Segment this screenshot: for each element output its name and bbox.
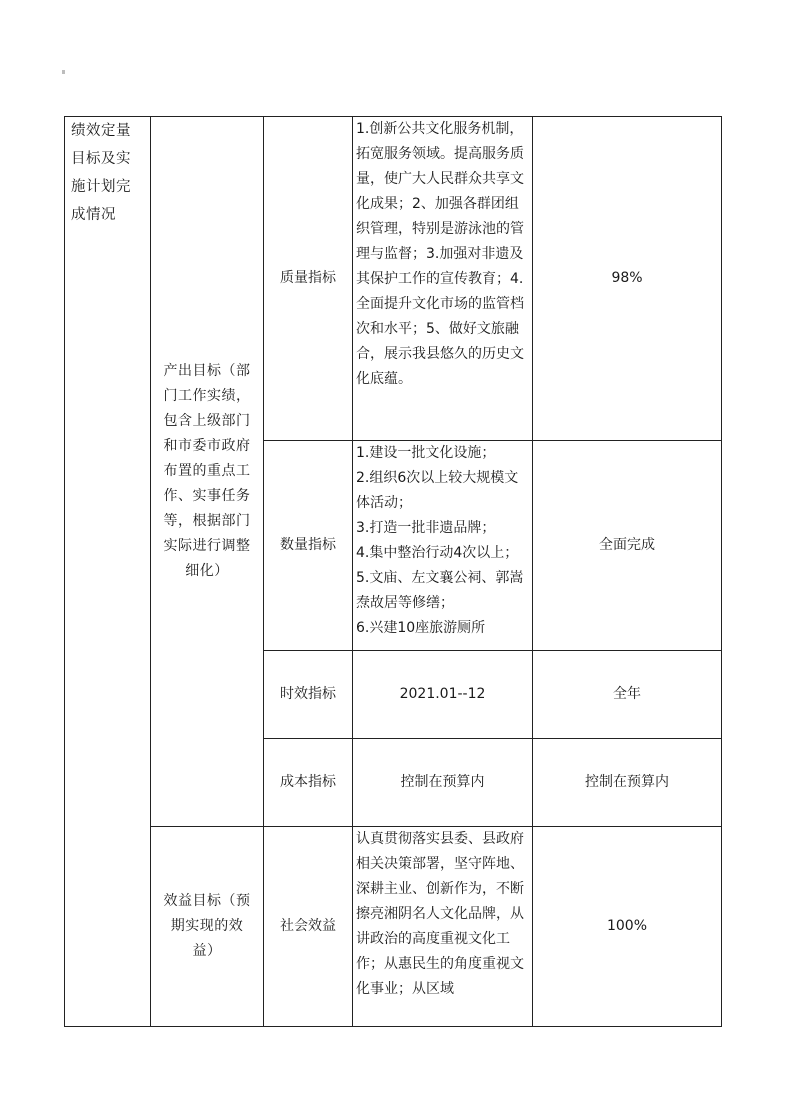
table-row-quality (65, 117, 722, 441)
indicator-cell (264, 827, 353, 1027)
content-cell (353, 651, 533, 739)
list-item: 1.建设一批文化设施； (356, 445, 496, 461)
performance-table (64, 116, 722, 1027)
result-cell (533, 827, 722, 1027)
list-item: 3.打造一批非遗品牌； (356, 520, 496, 536)
content-cell (353, 441, 533, 651)
indicator-cost: 成本指标 (280, 774, 336, 790)
timeliness-result: 全年 (613, 686, 641, 702)
benefit-goal-label: 效益目标（预期实现的效益） (163, 893, 251, 959)
list-item: 2.组织6次以上较大规模文体活动； (356, 470, 519, 511)
list-item: 5.文庙、左文襄公祠、郭嵩焘故居等修缮； (356, 570, 524, 611)
list-item: 6.兴建10座旅游厕所 (356, 620, 486, 636)
indicator-cell (264, 739, 353, 827)
result-cell (533, 117, 722, 441)
indicator-cell (264, 441, 353, 651)
indicator-quality: 质量指标 (280, 270, 336, 286)
list-item: 4.集中整治行动4次以上； (356, 545, 519, 561)
quality-result: 98% (611, 270, 643, 286)
social-content: 认真贯彻落实县委、县政府相关决策部署，坚守阵地、深耕主业、创新作为，不断擦亮湘阴名人文化品牌，从讲政治的高度重视文化工作；从惠民生的角度重视文化事业；从区域 (356, 831, 524, 997)
section-label: 绩效定量目标及实施计划完成情况 (71, 123, 131, 223)
result-cell (533, 651, 722, 739)
social-result: 100% (606, 918, 648, 934)
content-cell (353, 117, 533, 441)
content-cell (353, 739, 533, 827)
indicator-quantity: 数量指标 (280, 537, 336, 553)
table-row-social (65, 827, 722, 1027)
benefit-goal-cell (151, 827, 264, 1027)
output-goal-cell (151, 117, 264, 827)
indicator-cell (264, 117, 353, 441)
quality-content: 1.创新公共文化服务机制，拓宽服务领域。提高服务质量，使广大人民群众共享文化成果；2、加强各群团组织管理，特别是游泳池的管理与监督；3.加强对非遗及其保护工作的宣传教育；4.全面提升文化市场的监管档次和水平；5、做好文旅融合，展示我县悠久的历史文化底蕴。 (356, 121, 524, 387)
quantity-result: 全面完成 (599, 537, 655, 553)
section-label-cell (65, 117, 151, 1027)
indicator-cell (264, 651, 353, 739)
content-cell (353, 827, 533, 1027)
cost-result: 控制在预算内 (585, 774, 669, 790)
scan-mark (62, 70, 65, 74)
quantity-content-list (356, 441, 529, 641)
result-cell (533, 739, 722, 827)
indicator-social: 社会效益 (280, 918, 336, 934)
timeliness-content: 2021.01--12 (399, 686, 486, 702)
indicator-timeliness: 时效指标 (280, 686, 336, 702)
output-goal-label: 产出目标（部门工作实绩，包含上级部门和市委市政府布置的重点工作、实事任务等，根据部门实际进行调整细化） (163, 363, 251, 579)
result-cell (533, 441, 722, 651)
cost-content: 控制在预算内 (400, 774, 485, 790)
